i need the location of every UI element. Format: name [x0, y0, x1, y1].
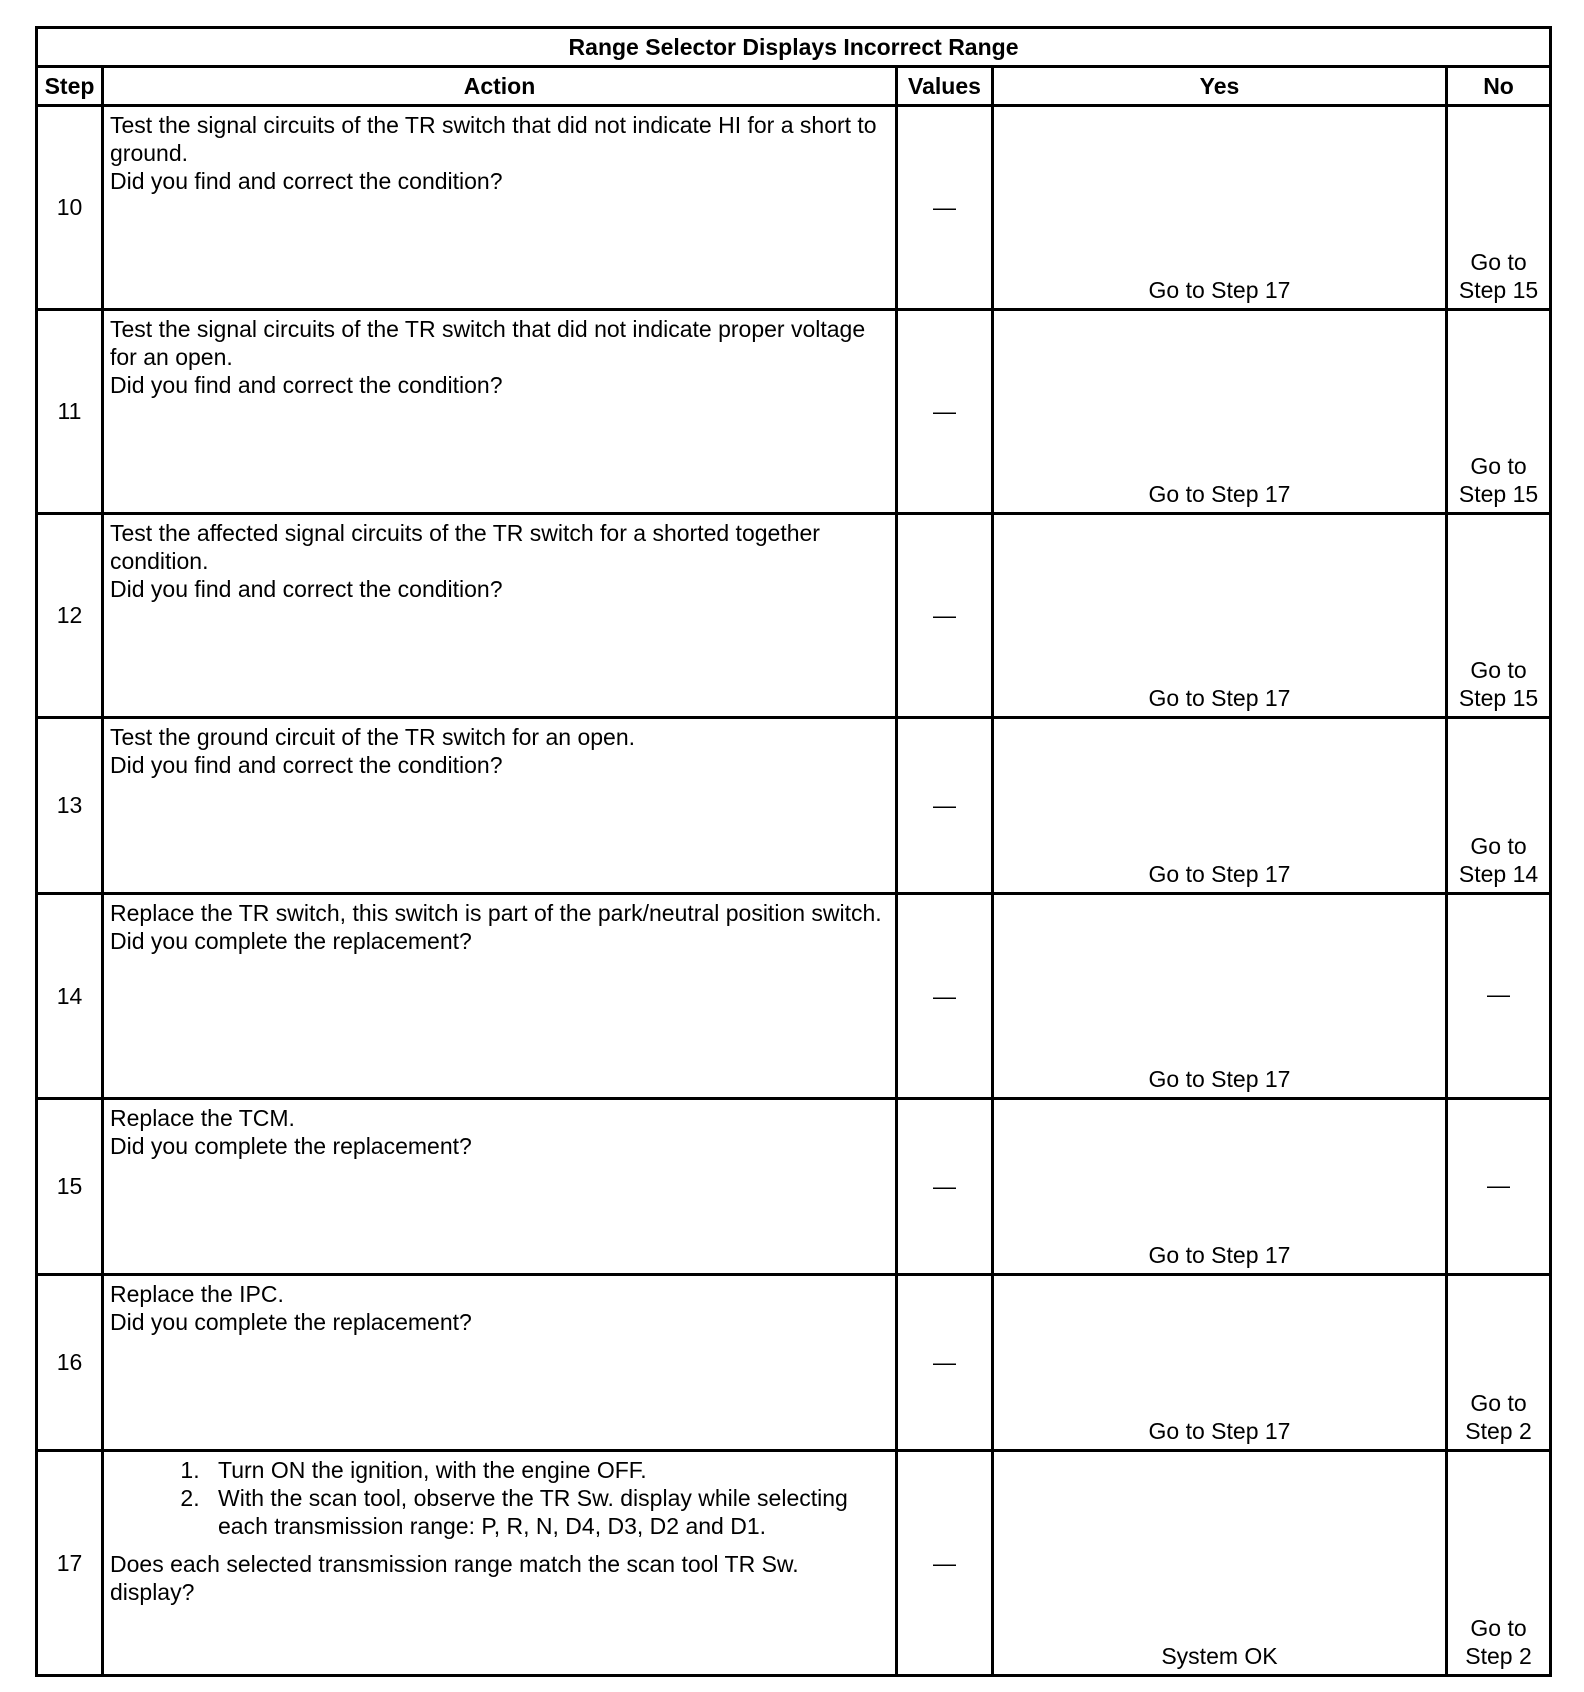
yes-cell: Go to Step 17: [993, 1099, 1447, 1275]
values-cell: —: [897, 718, 993, 894]
table-row: [37, 310, 1551, 514]
action-list: [110, 1456, 887, 1540]
action-question: Did you find and correct the condition?: [110, 168, 503, 194]
action-cell: [103, 1275, 897, 1451]
action-question: Did you complete the replacement?: [110, 1309, 472, 1335]
table-row: [37, 718, 1551, 894]
step-number: 10: [37, 106, 103, 310]
action-cell: [103, 718, 897, 894]
no-cell: Go to Step 2: [1447, 1451, 1551, 1676]
action-cell: [103, 514, 897, 718]
step-number: 15: [37, 1099, 103, 1275]
no-cell: —: [1447, 894, 1551, 1099]
yes-cell: Go to Step 17: [993, 106, 1447, 310]
yes-cell: Go to Step 17: [993, 1275, 1447, 1451]
header-yes: Yes: [993, 67, 1447, 106]
table-row: [37, 1099, 1551, 1275]
action-question: Did you complete the replacement?: [110, 928, 472, 954]
no-cell: Go to Step 14: [1447, 718, 1551, 894]
yes-cell: System OK: [993, 1451, 1447, 1676]
header-action: Action: [103, 67, 897, 106]
step-number: 17: [37, 1451, 103, 1676]
action-question: Did you find and correct the condition?: [110, 372, 503, 398]
list-item: 2. With the scan tool, observe the TR Sw. display while selecting each transmission range: P, R, N, D4, D3, D2 and D1.: [206, 1484, 887, 1540]
action-cell: [103, 310, 897, 514]
no-cell: —: [1447, 1099, 1551, 1275]
values-cell: —: [897, 1451, 993, 1676]
table-row: [37, 1451, 1551, 1676]
values-cell: —: [897, 310, 993, 514]
action-instruction: Test the affected signal circuits of the TR switch for a shorted together condition.: [110, 520, 820, 574]
action-instruction: Replace the IPC.: [110, 1281, 284, 1307]
action-cell: [103, 1099, 897, 1275]
values-cell: —: [897, 894, 993, 1099]
yes-cell: Go to Step 17: [993, 894, 1447, 1099]
header-row: [37, 67, 1551, 106]
values-cell: —: [897, 106, 993, 310]
action-question: Does each selected transmission range match the scan tool TR Sw. display?: [110, 1551, 799, 1605]
action-question: Did you complete the replacement?: [110, 1133, 472, 1159]
yes-cell: Go to Step 17: [993, 718, 1447, 894]
action-cell: [103, 894, 897, 1099]
list-item: 1. Turn ON the ignition, with the engine OFF.: [206, 1456, 887, 1484]
action-instruction: Test the ground circuit of the TR switch for an open.: [110, 724, 636, 750]
table-title: Range Selector Displays Incorrect Range: [37, 28, 1551, 67]
yes-cell: Go to Step 17: [993, 514, 1447, 718]
action-question: Did you find and correct the condition?: [110, 576, 503, 602]
action-cell: [103, 1451, 897, 1676]
no-cell: Go to Step 15: [1447, 514, 1551, 718]
step-number: 11: [37, 310, 103, 514]
action-question: Did you find and correct the condition?: [110, 752, 503, 778]
yes-cell: Go to Step 17: [993, 310, 1447, 514]
step-number: 14: [37, 894, 103, 1099]
action-instruction: Test the signal circuits of the TR switch that did not indicate proper voltage for an open.: [110, 316, 866, 370]
step-number: 12: [37, 514, 103, 718]
header-values: Values: [897, 67, 993, 106]
action-cell: [103, 106, 897, 310]
table-row: [37, 894, 1551, 1099]
action-instruction: Test the signal circuits of the TR switch that did not indicate HI for a short to ground.: [110, 112, 877, 166]
no-cell: Go to Step 15: [1447, 106, 1551, 310]
values-cell: —: [897, 1275, 993, 1451]
step-number: 16: [37, 1275, 103, 1451]
diagnostic-table: [35, 26, 1552, 1677]
action-instruction: Replace the TCM.: [110, 1105, 295, 1131]
action-instruction: Replace the TR switch, this switch is part of the park/neutral position switch.: [110, 900, 882, 926]
values-cell: —: [897, 514, 993, 718]
step-number: 13: [37, 718, 103, 894]
no-cell: Go to Step 15: [1447, 310, 1551, 514]
table-row: [37, 514, 1551, 718]
table-row: [37, 106, 1551, 310]
no-cell: Go to Step 2: [1447, 1275, 1551, 1451]
header-step: Step: [37, 67, 103, 106]
header-no: No: [1447, 67, 1551, 106]
table-row: [37, 1275, 1551, 1451]
values-cell: —: [897, 1099, 993, 1275]
